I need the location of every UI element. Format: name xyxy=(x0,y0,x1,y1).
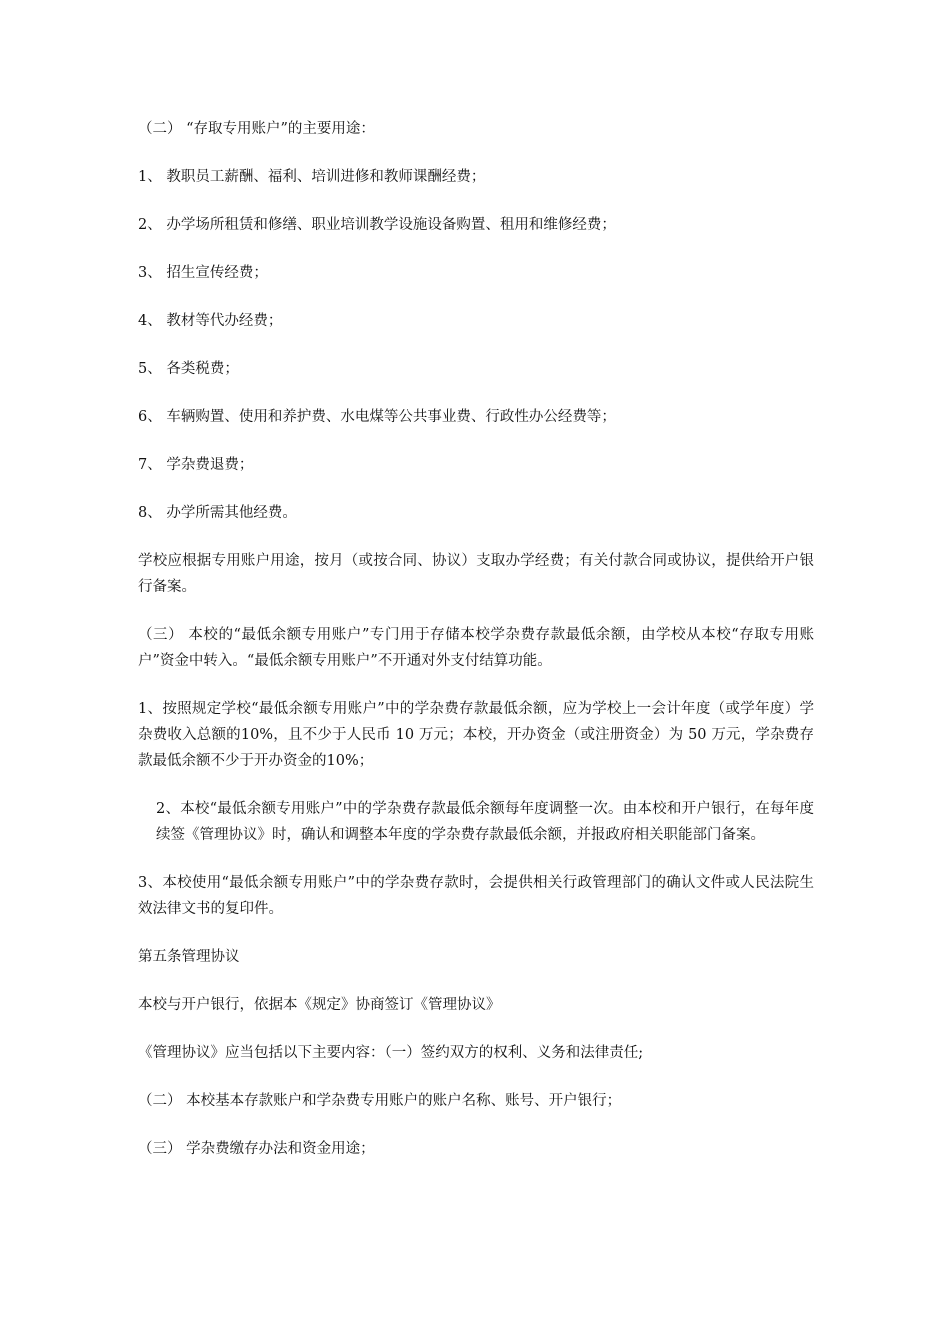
agreement-item-2: （二） 本校基本存款账户和学杂费专用账户的账户名称、账号、开户银行； xyxy=(138,1093,622,1109)
uses-item-text: 各类税费； xyxy=(166,361,239,377)
uses-list-item xyxy=(138,212,814,238)
uses-list-item xyxy=(138,356,814,382)
uses-item-number: 8、 xyxy=(138,505,167,521)
uses-item-text: 办学场所租赁和修缮、职业培训教学设施设备购置、租用和维修经费； xyxy=(166,217,616,233)
uses-item-text: 招生宣传经费； xyxy=(166,265,268,281)
uses-list-item xyxy=(138,404,814,430)
uses-item-number: 7、 xyxy=(138,457,167,473)
uses-list-item xyxy=(138,308,814,334)
article-5-title: 第五条管理协议 xyxy=(138,949,240,965)
uses-list-item xyxy=(138,500,814,526)
uses-item-text: 教职员工薪酬、福利、培训进修和教师课酬经费； xyxy=(166,169,486,185)
uses-item-number: 6、 xyxy=(138,409,167,425)
section-uses-heading: （二） “存取专用账户”的主要用途： xyxy=(138,121,375,137)
uses-list-item xyxy=(138,260,814,286)
min-balance-rule-3: 3、本校使用“最低余额专用账户”中的学杂费存款时，会提供相关行政管理部门的确认文件或人民法院生效法律文书的复印件。 xyxy=(138,875,814,917)
uses-item-number: 5、 xyxy=(138,361,167,377)
min-balance-rule-2: 2、本校“最低余额专用账户”中的学杂费存款最低余额每年度调整一次。由本校和开户银行，在每年度续签《管理协议》时，确认和调整本年度的学杂费存款最低余额，并报政府相关职能部门备案。 xyxy=(156,801,814,843)
article-5-intro: 本校与开户银行，依据本《规定》协商签订《管理协议》 xyxy=(138,997,501,1013)
uses-list-item xyxy=(138,164,814,190)
uses-item-number: 1、 xyxy=(138,169,167,185)
document-body xyxy=(138,116,814,1184)
min-balance-rule-1: 1、按照规定学校“最低余额专用账户”中的学杂费存款最低余额，应为学校上一会计年度（或学年度）学杂费收入总额的10%，且不少于人民币 10 万元；本校，开办资金（或注册资金）为 50 万元，学杂费存款最低余额不少于开办资金的10%； xyxy=(138,701,814,769)
uses-item-number: 3、 xyxy=(138,265,167,281)
agreement-contents: 《管理协议》应当包括以下主要内容：（一）签约双方的权利、义务和法律责任; xyxy=(138,1045,644,1061)
uses-item-text: 车辆购置、使用和养护费、水电煤等公共事业费、行政性办公经费等； xyxy=(166,409,616,425)
agreement-item-3: （三） 学杂费缴存办法和资金用途； xyxy=(138,1141,375,1157)
uses-item-text: 学杂费退费； xyxy=(166,457,254,473)
uses-list xyxy=(138,164,814,526)
uses-list-item xyxy=(138,452,814,478)
uses-item-text: 办学所需其他经费。 xyxy=(166,505,297,521)
withdraw-note: 学校应根据专用账户用途，按月（或按合同、协议）支取办学经费；有关付款合同或协议，提供给开户银行备案。 xyxy=(138,553,814,595)
uses-item-number: 4、 xyxy=(138,313,167,329)
uses-item-number: 2、 xyxy=(138,217,167,233)
section-min-balance: （三） 本校的“最低余额专用账户”专门用于存储本校学杂费存款最低余额，由学校从本校“存取专用账户”资金中转入。“最低余额专用账户”不开通对外支付结算功能。 xyxy=(138,627,814,669)
uses-item-text: 教材等代办经费； xyxy=(166,313,283,329)
